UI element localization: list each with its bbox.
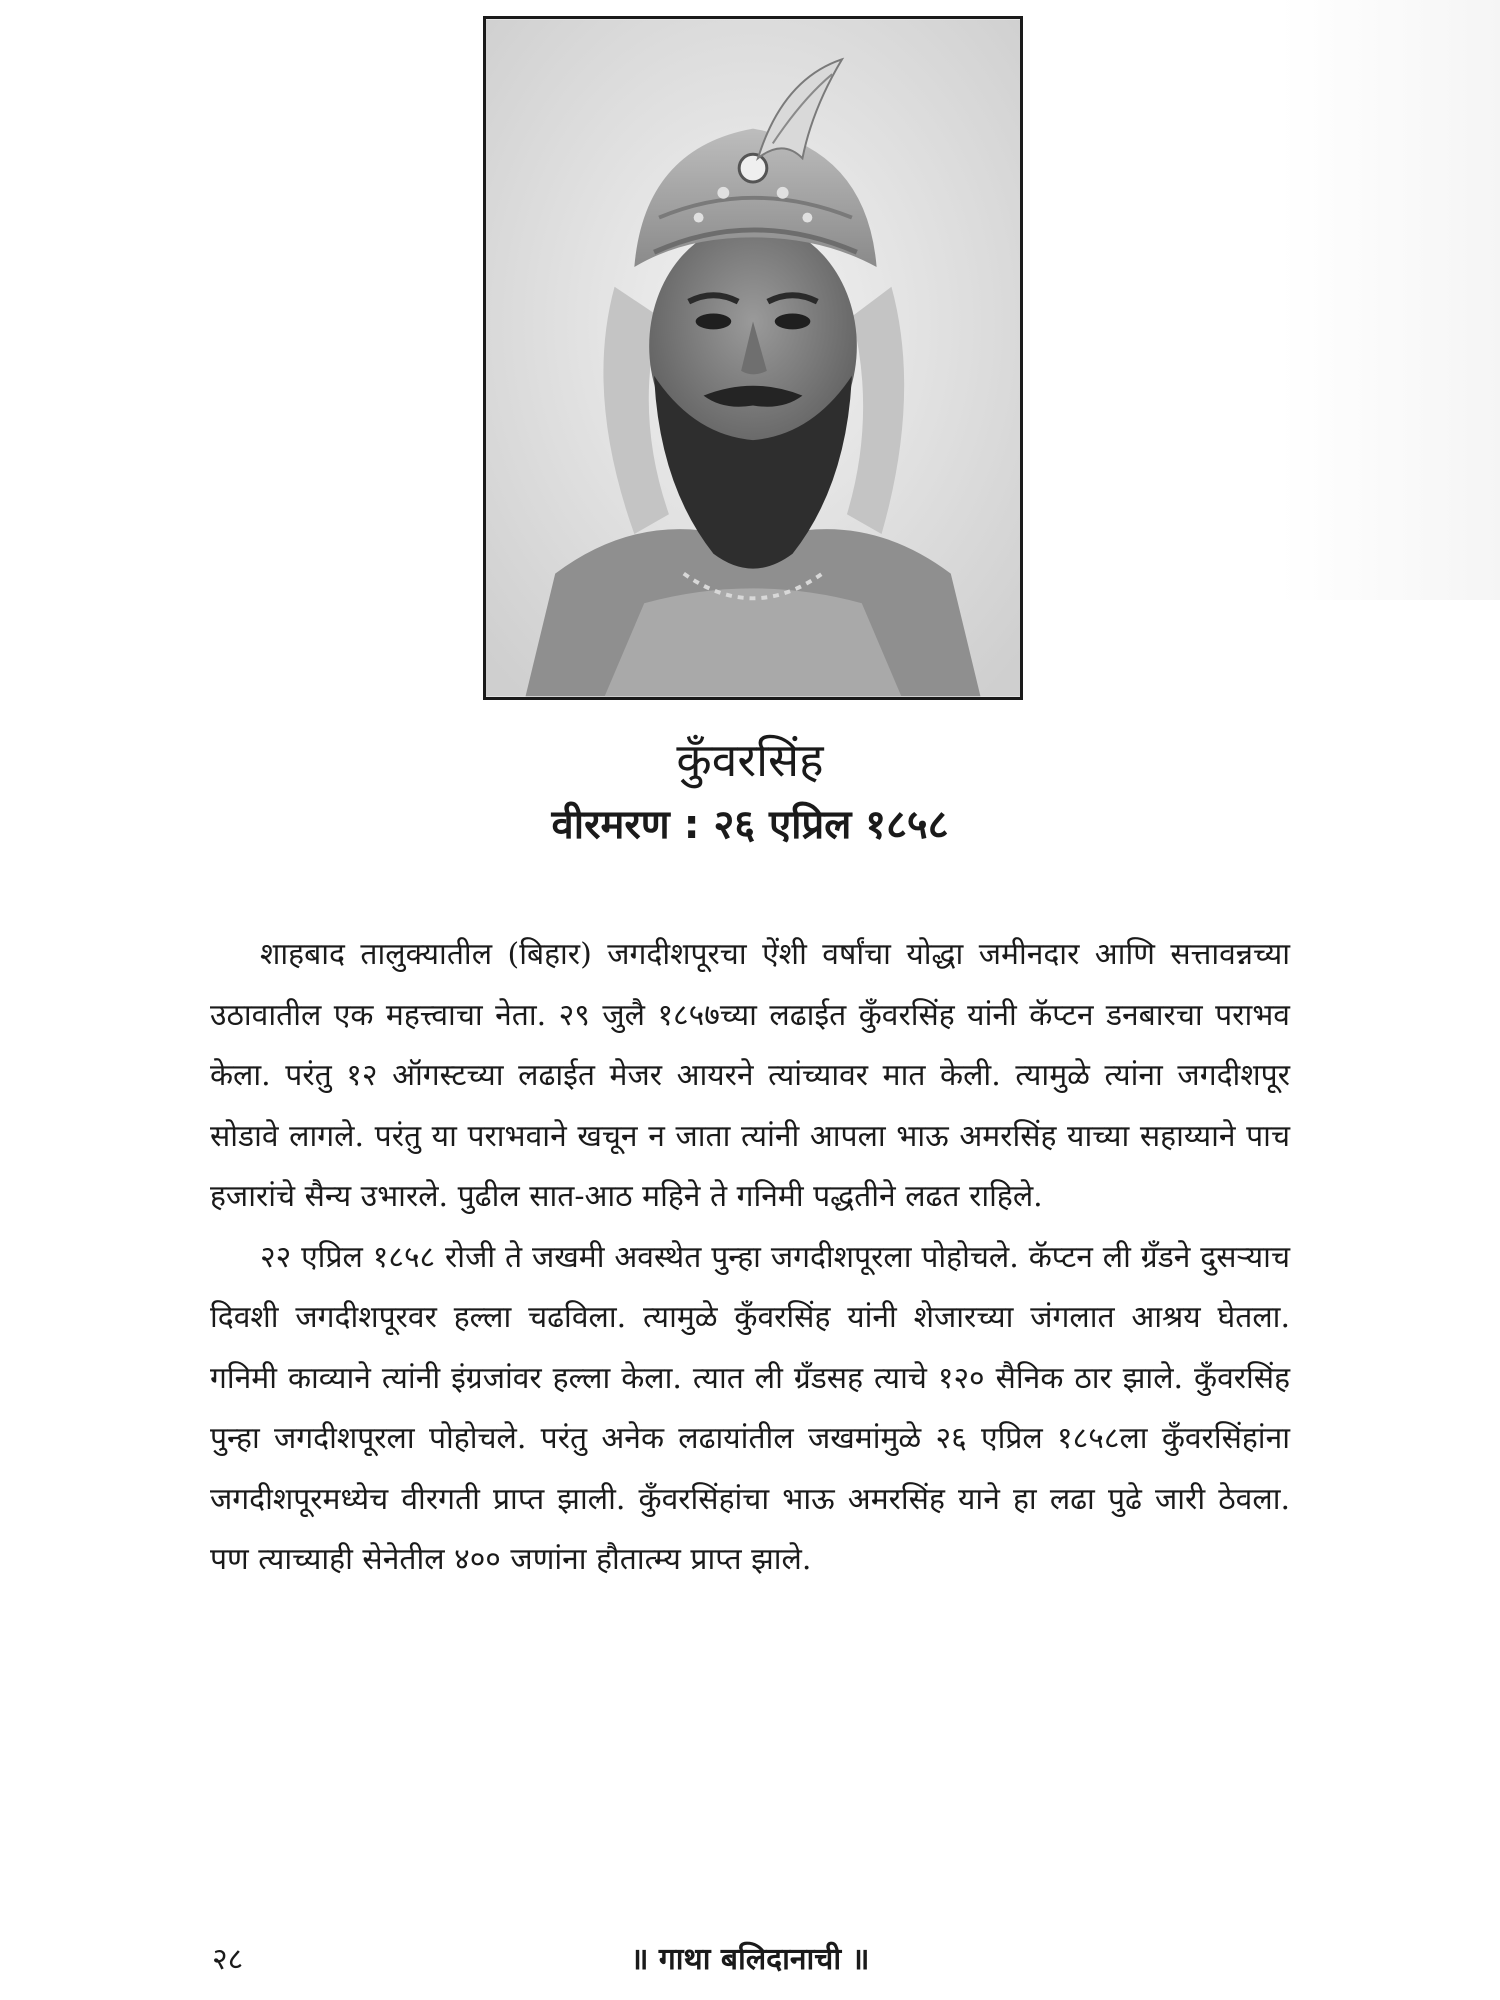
paragraph-2: २२ एप्रिल १८५८ रोजी ते जखमी अवस्थेत पुन्हा जगदीशपूरला पोहोचले. कॅप्टन ली ग्रँडने दुसऱ्याच दिवशी जगदीशपूरवर हल्ला चढविला. त्यामुळे कुँवरसिंह यांनी शेजारच्या जंगलात आश्रय घेतला. गनिमी काव्याने त्यांनी इंग्रजांवर हल्ला केला. त्यात ली ग्रँडसह त्याचे १२० सैनिक ठार झाले. कुँवरसिंह पुन्हा जगदीशपूरला पोहोचले. परंतु अनेक लढायांतील जखमांमुळे २६ एप्रिल १८५८ला कुँवरसिंहांना जगदीशपूरमध्येच वीरगती प्राप्त झाली. कुँवरसिंहांचा भाऊ अमरसिंह याने हा लढा पुढे जारी ठेवला. पण त्याच्याही सेनेतील ४०० जणांना हौतात्म्य प्राप्त झाले.	[210, 1239, 1290, 1577]
portrait-caption-name: कुँवरसिंह	[676, 733, 824, 787]
page-number: २८	[212, 1942, 244, 1977]
portrait-caption-date: वीरमरण : २६ एप्रिल १८५८	[551, 802, 949, 848]
page-bleed-shadow	[1280, 0, 1500, 600]
paragraph-1: शाहबाद तालुक्यातील (बिहार) जगदीशपूरचा ऐंशी वर्षांचा योद्धा जमीनदार आणि सत्तावन्नच्या उठावातील एक महत्त्वाचा नेता. २९ जुलै १८५७च्या लढाईत कुँवरसिंह यांनी कॅप्टन डनबारचा पराभव केला. परंतु १२ ऑगस्टच्या लढाईत मेजर आयरने त्यांच्यावर मात केली. त्यामुळे त्यांना जगदीशपूर सोडावे लागले. परंतु या पराभवाने खचून न जाता त्यांनी आपला भाऊ अमरसिंह याच्या सहाय्याने पाच हजारांचे सैन्य उभारले. पुढील सात-आठ महिने ते गनिमी पद्धतीने लढत राहिले.	[210, 937, 1290, 1214]
portrait-icon	[486, 19, 1020, 697]
running-footer-title: ॥ गाथा बलिदानाची ॥	[630, 1942, 870, 1977]
portrait-image	[483, 16, 1023, 700]
article-body	[210, 925, 1290, 1591]
